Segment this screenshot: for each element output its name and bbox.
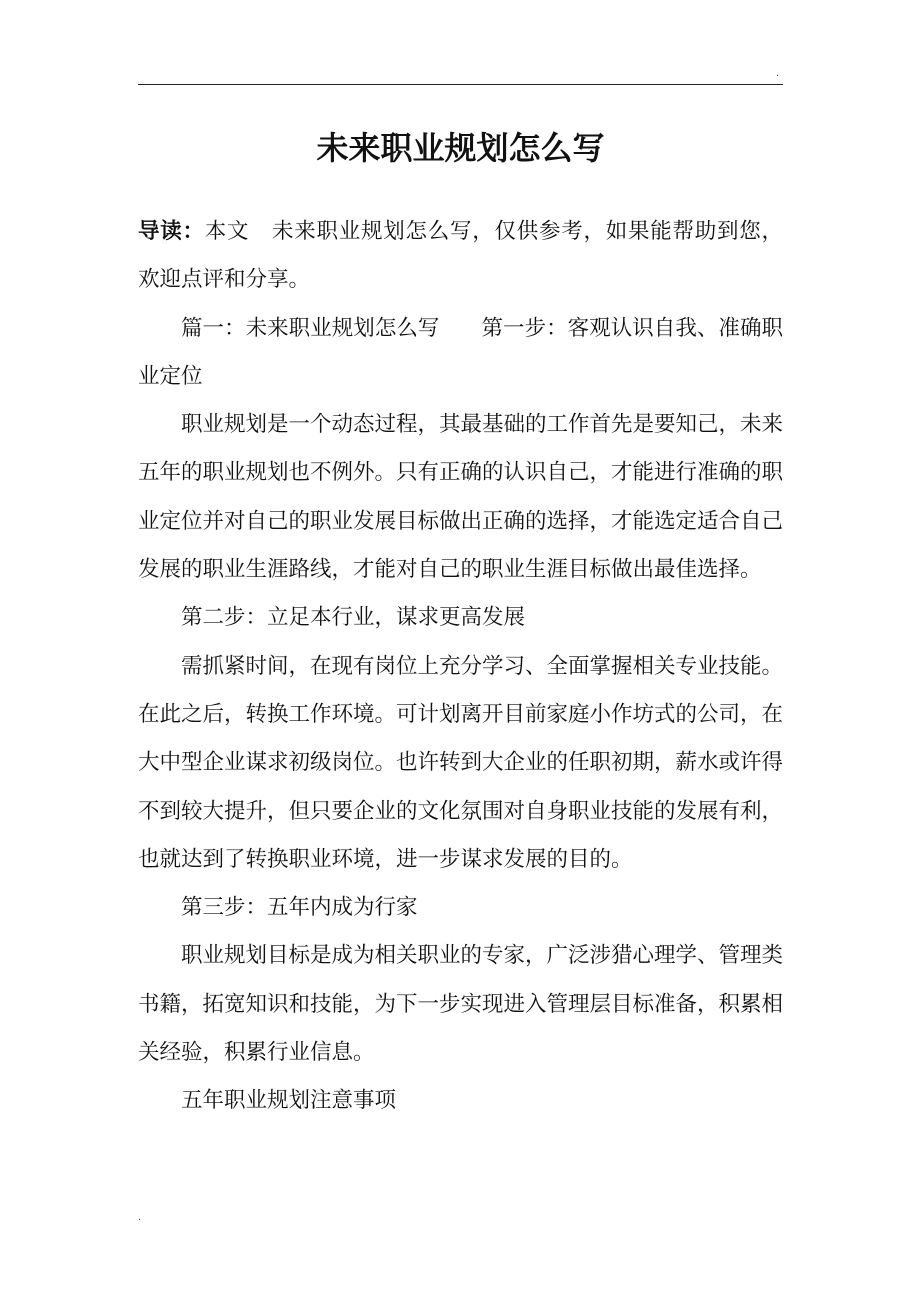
- header-rule: [138, 84, 783, 85]
- header-mark: .: [776, 68, 780, 79]
- lead-paragraph: [138, 208, 783, 305]
- subsection-heading: 五年职业规划注意事项: [181, 1088, 397, 1114]
- section-label: 篇一：未来职业规划怎么写: [181, 315, 440, 341]
- step-heading: 第二步：立足本行业，谋求更高发展: [181, 605, 526, 631]
- document-body: [138, 208, 783, 1126]
- paragraph: 需抓紧时间，在现有岗位上充分学习、全面掌握相关专业技能。在此之后，转换工作环境。可计划离开目前家庭小作坊式的公司，在大中型企业谋求初级岗位。也许转到大企业的任职初期，薪水或许得不到较大提升，但只要企业的文化氛围对自身职业技能的发展有利，也就达到了转换职业环境，进一步谋求发展的目的。: [138, 653, 784, 872]
- lead-prefix: 本文: [204, 219, 250, 244]
- lead-text: 未来职业规划怎么写，仅供参考，如果能帮助到您，欢迎点评和分享。: [138, 219, 783, 293]
- section-step-heading: 第一步：客观认识自我、准确职业定位: [138, 315, 783, 389]
- paragraph: 职业规划是一个动态过程，其最基础的工作首先是要知己，未来五年的职业规划也不例外。只有正确的认识自己，才能进行准确的职业定位并对自己的职业发展目标做出正确的选择，才能选定适合自己发展的职业生涯路线，才能对自己的职业生涯目标做出最佳选择。: [138, 412, 784, 583]
- step-heading: 第三步：五年内成为行家: [181, 895, 418, 921]
- footer-mark: .: [138, 1212, 142, 1223]
- lead-label: 导读：: [138, 219, 205, 244]
- section-heading-line: [138, 305, 783, 402]
- document-title: 未来职业规划怎么写: [316, 129, 605, 167]
- paragraph: 职业规划目标是成为相关职业的专家，广泛涉猎心理学、管理类书籍，拓宽知识和技能，为下一步实现进入管理层目标准备，积累相关经验，积累行业信息。: [138, 943, 784, 1066]
